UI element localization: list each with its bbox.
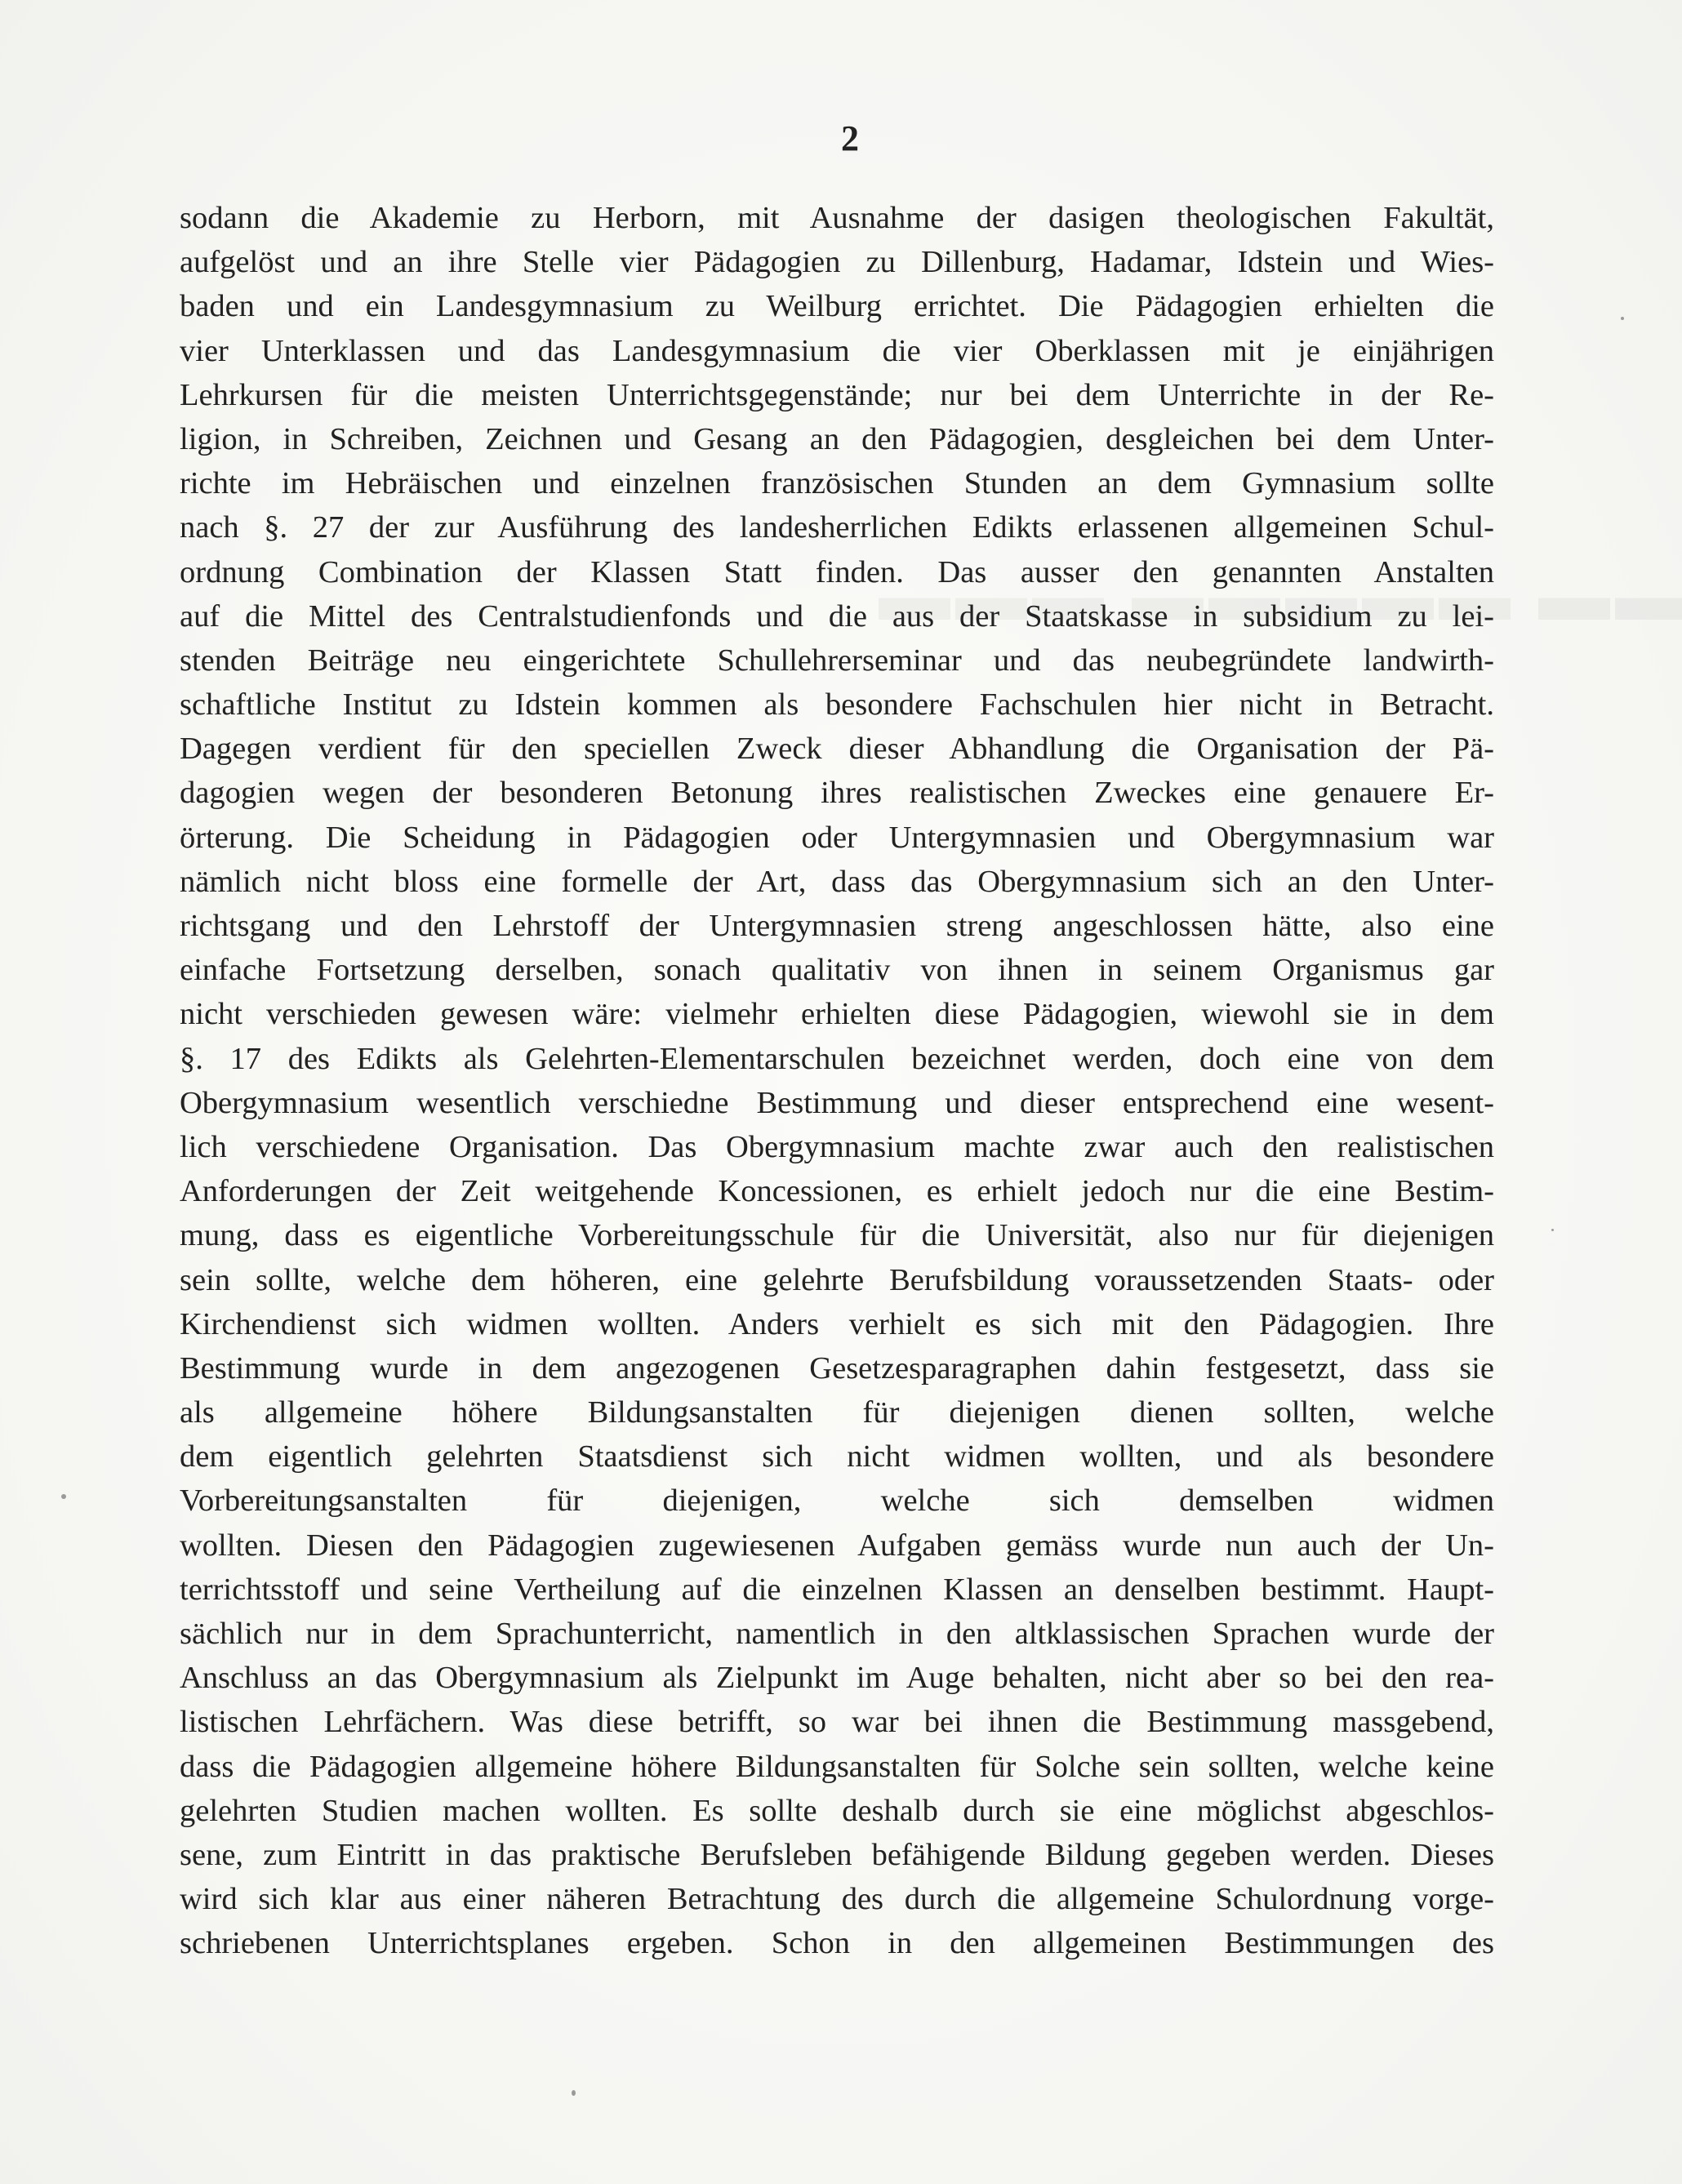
text-line: dagogien wegen der besonderen Betonung ihres realistischen Zweckes eine genauere Er- [180, 776, 1494, 811]
paper-speck [1621, 317, 1624, 320]
text-line: lich verschiedene Organisation. Das Obergymnasium machte zwar auch den realistischen [180, 1129, 1494, 1164]
text-line: örterung. Die Scheidung in Pädagogien oder Untergymnasien und Obergymnasium war [180, 820, 1494, 855]
text-line: vier Unterklassen und das Landesgymnasium die vier Oberklassen mit je einjährigen [180, 333, 1494, 368]
text-line: sächlich nur in dem Sprachunterricht, namentlich in den altklassischen Sprachen wurde der [180, 1617, 1494, 1651]
text-line: richte im Hebräischen und einzelnen französischen Stunden an dem Gymnasium sollte [180, 466, 1494, 501]
text-line: schriebenen Unterrichtsplanes ergeben. Schon in den allgemeinen Bestimmungen des [180, 1926, 1494, 1961]
text-line: Vorbereitungsanstalten für diejenigen, welche sich demselben widmen [180, 1483, 1494, 1519]
text-line: ordnung Combination der Klassen Statt finden. Das ausser den genannten Anstalten [180, 554, 1494, 589]
text-line: terrichtsstoff und seine Vertheilung auf die einzelnen Klassen an denselben bestimmt. Haupt- [180, 1572, 1494, 1607]
text-line: als allgemeine höhere Bildungsanstalten für diejenigen dienen sollten, welche [180, 1395, 1494, 1430]
text-line: nach §. 27 der zur Ausführung des landesherrlichen Edikts erlassenen allgemeinen Schul- [180, 510, 1494, 545]
text-line: schaftliche Institut zu Idstein kommen als besondere Fachschulen hier nicht in Betracht. [180, 687, 1494, 723]
text-line: Dagegen verdient für den speciellen Zweck dieser Abhandlung die Organisation der Pä- [180, 732, 1494, 767]
body-text [180, 196, 1494, 1966]
text-line: Anschluss an das Obergymnasium als Zielpunkt im Auge behalten, nicht aber so bei den rea- [180, 1661, 1494, 1696]
paper-speck [61, 1494, 66, 1499]
text-line: sein sollte, welche dem höheren, eine gelehrte Berufsbildung voraussetzenden Staats- oder [180, 1262, 1494, 1297]
text-line: ligion, in Schreiben, Zeichnen und Gesang an den Pädagogien, desgleichen bei dem Unter- [180, 421, 1494, 456]
text-line: einfache Fortsetzung derselben, sonach qualitativ von ihnen in seinem Organismus gar [180, 953, 1494, 988]
text-line: Kirchendienst sich widmen wollten. Anders verhielt es sich mit den Pädagogien. Ihre [180, 1306, 1494, 1341]
text-line: baden und ein Landesgymnasium zu Weilburg errichtet. Die Pädagogien erhielten die [180, 289, 1494, 324]
paper-speck [572, 2090, 576, 2096]
text-line: sodann die Akademie zu Herborn, mit Ausnahme der dasigen theologischen Fakultät, [180, 201, 1494, 235]
text-line: nicht verschieden gewesen wäre: vielmehr erhielten diese Pädagogien, wiewohl sie in dem [180, 997, 1494, 1032]
text-line: richtsgang und den Lehrstoff der Untergymnasien streng angeschlossen hätte, also eine [180, 909, 1494, 943]
text-line: dem eigentlich gelehrten Staatsdienst sich nicht widmen wollten, und als besondere [180, 1439, 1494, 1475]
text-line: Anforderungen der Zeit weitgehende Koncessionen, es erhielt jedoch nur die eine Bestim- [180, 1174, 1494, 1209]
text-line: listischen Lehrfächern. Was diese betrifft, so war bei ihnen die Bestimmung massgebend, [180, 1705, 1494, 1740]
text-line: sene, zum Eintritt in das praktische Berufsleben befähigende Bildung gegeben werden. Dieses [180, 1837, 1494, 1872]
text-line: Lehrkursen für die meisten Unterrichtsgegenstände; nur bei dem Unterrichte in der Re- [180, 377, 1494, 412]
text-line: gelehrten Studien machen wollten. Es sollte deshalb durch sie eine möglichst abgeschlos- [180, 1793, 1494, 1828]
text-line: auf die Mittel des Centralstudienfonds und die aus der Staatskasse in subsidium zu lei- [180, 598, 1494, 634]
text-line: §. 17 des Edikts als Gelehrten-Elementarschulen bezeichnet werden, doch eine von dem [180, 1041, 1494, 1076]
text-line: mung, dass es eigentliche Vorbereitungsschule für die Universität, also nur für diejenigen [180, 1218, 1494, 1253]
text-line: wird sich klar aus einer näheren Betrachtung des durch die allgemeine Schulordnung vorge- [180, 1882, 1494, 1917]
page-number: 2 [841, 118, 859, 158]
text-line: dass die Pädagogien allgemeine höhere Bildungsanstalten für Solche sein sollten, welche keine [180, 1749, 1494, 1784]
text-line: wollten. Diesen den Pädagogien zugewiesenen Aufgaben gemäss wurde nun auch der Un- [180, 1528, 1494, 1563]
paper-speck [1551, 1229, 1554, 1231]
text-line: stenden Beiträge neu eingerichtete Schullehrerseminar und das neubegründete landwirth- [180, 643, 1494, 678]
text-line: aufgelöst und an ihre Stelle vier Pädagogien zu Dillenburg, Hadamar, Idstein und Wies- [180, 245, 1494, 280]
text-line: Bestimmung wurde in dem angezogenen Gesetzesparagraphen dahin festgesetzt, dass sie [180, 1350, 1494, 1386]
text-line: nämlich nicht bloss eine formelle der Art, dass das Obergymnasium sich an den Unter- [180, 864, 1494, 899]
text-line: Obergymnasium wesentlich verschiedne Bestimmung und dieser entsprechend eine wesent- [180, 1085, 1494, 1120]
